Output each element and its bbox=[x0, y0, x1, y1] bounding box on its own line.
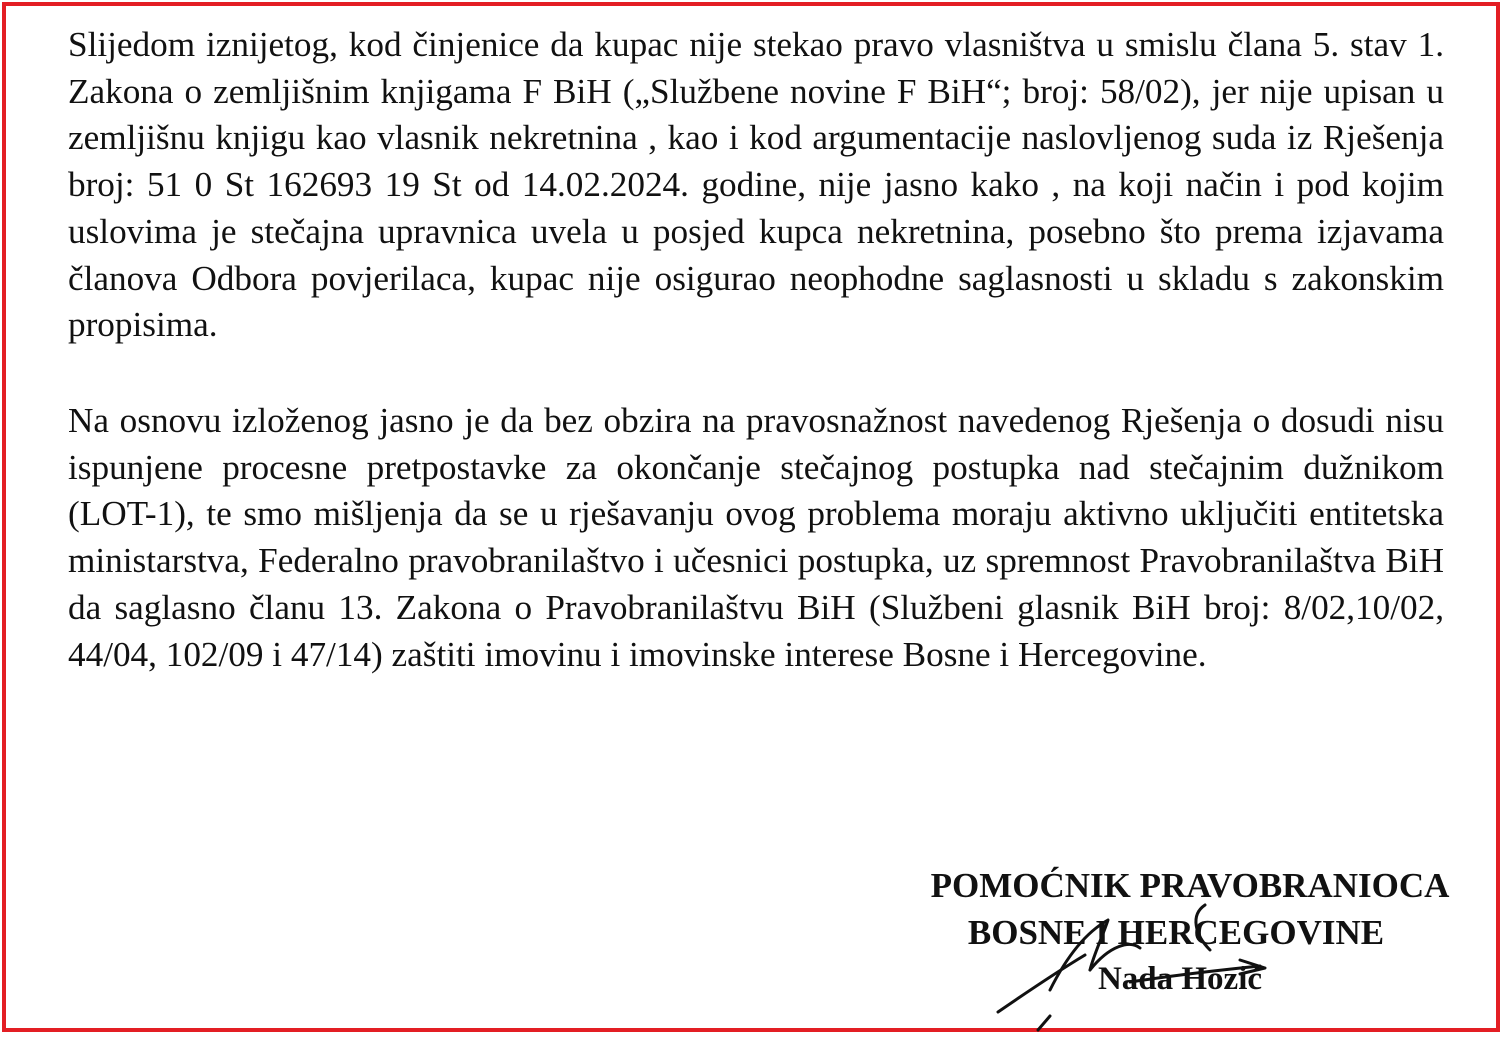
signature-block bbox=[820, 862, 1500, 1003]
signatory-title-line1: POMOĆNIK PRAVOBRANIOCA bbox=[930, 866, 1450, 905]
paragraph-1: Slijedom iznijetog, kod činjenice da kupac nije stekao pravo vlasništva u smislu člana 5. stav 1. Zakona o zemljišnim knjigama F BiH („Službene novine F BiH“; broj: 58/02), jer nije upisan u zemljišnu knjigu kao vlasnik nekretnina , kao i kod argumentacije naslovljenog suda iz Rješenja broj: 51 0 St 162693 19 St od 14.02.2024. godine, nije jasno kako , na koji način i pod kojim uslovima je stečajna upravnica uvela u posjed kupca nekretnina, posebno što prema izjavama članova Odbora povjerilaca, kupac nije osigurao neophodne saglasnosti u skladu s zakonskim propisima. bbox=[68, 25, 1444, 345]
signatory-name: Nada Hozić bbox=[1097, 961, 1263, 997]
signatory-title-line2: BOSNE I HERCEGOVINE bbox=[967, 913, 1385, 952]
paragraph-2: Na osnovu izloženog jasno je da bez obzira na pravosnažnost navedenog Rješenja o dosudi nisu ispunjene procesne pretpostavke za okončanje stečajnog postupka nad stečajnim dužnikom (LOT-1), te smo mišljenja da se u rješavanju ovog problema moraju aktivno uključiti entitetska ministarstva, Federalno pravobranilaštvo i učesnici postupka, uz spremnost Pravobranilaštva BiH da saglasno članu 13. Zakona o Pravobranilaštvu BiH (Službeni glasnik BiH broj: 8/02,10/02, 44/04, 102/09 i 47/14) zaštiti imovinu i imovinske interese Bosne i Hercegovine. bbox=[68, 401, 1444, 674]
